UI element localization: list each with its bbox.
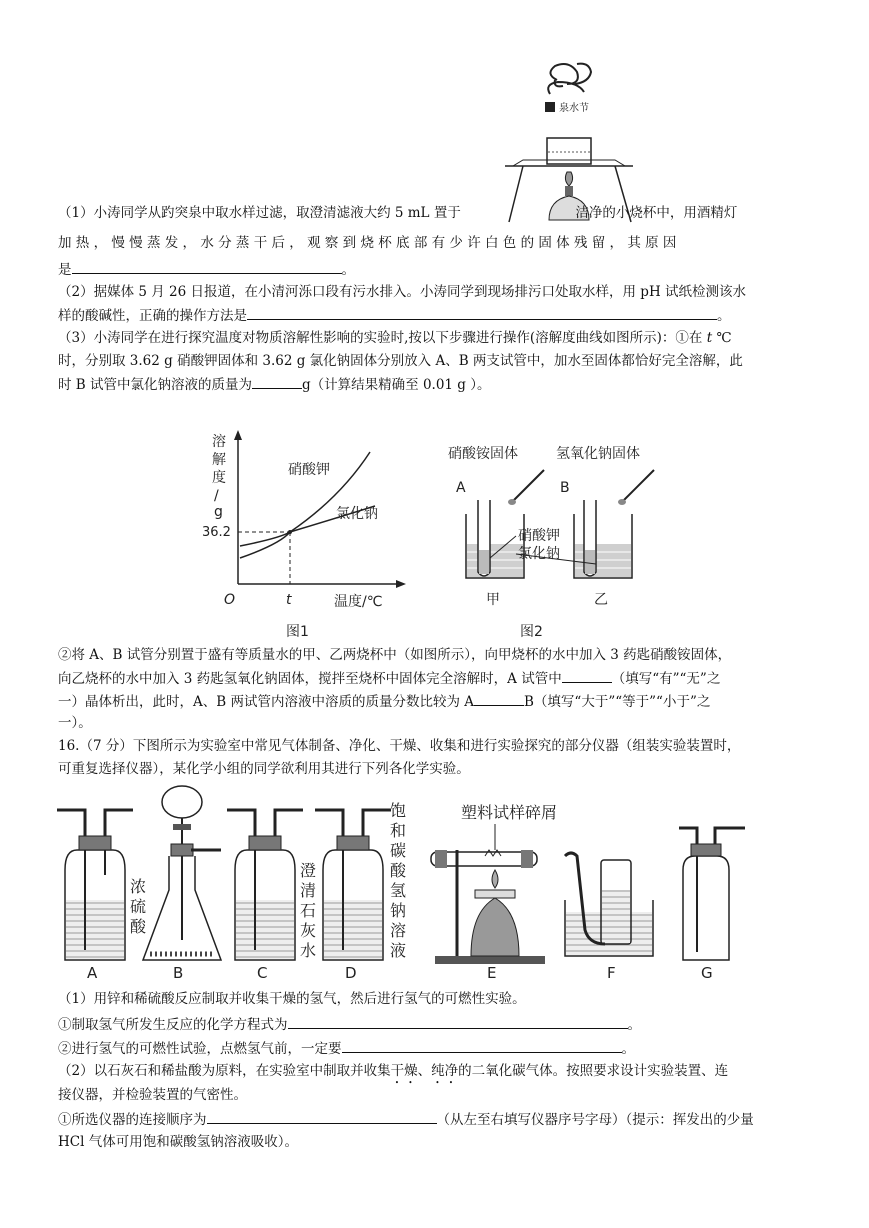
q16-part2-2 — [58, 1133, 829, 1151]
label-d: D — [345, 964, 357, 982]
q15-p3-text-b: 时，分别取 3.62 g 硝酸钾固体和 3.62 g 氯化钠固体分别放入 A、B 两支试管中，加水至固体都恰好完全溶解，此 — [58, 353, 743, 369]
label-limewater: 水 — [300, 941, 317, 960]
apparatus-d-wash-bottle — [315, 801, 407, 982]
q15-part4-line1 — [58, 646, 829, 664]
q16-s1-2-text: ②进行氢气的可燃性试验，点燃氢气前，一定要 — [58, 1041, 342, 1057]
label-limewater: 澄 — [300, 861, 317, 880]
q16-s2-2-text: HCl 气体可用饱和碳酸氢钠溶液吸收）。 — [58, 1134, 298, 1150]
q16-s1-text: （1）用锌和稀硫酸反应制取并收集干燥的氢气，然后进行氢气的可燃性实验。 — [58, 991, 526, 1007]
label-g: G — [701, 964, 713, 982]
q15-p2-text-a: （2）据媒体 5 月 26 日报道，在小清河泺口段有污水排入。小涛同学到现场排污口处取水样，用 pH 试纸检测该水 — [58, 284, 747, 300]
period: 。 — [717, 308, 731, 324]
fig2-tube-b-label: B — [560, 480, 570, 496]
label-a: A — [87, 964, 98, 982]
q15-part4-line4 — [58, 714, 829, 732]
label-nahco3: 酸 — [390, 861, 407, 880]
q15-p3-text-c2: g（计算结果精确至 0.01 g ）。 — [302, 377, 491, 393]
label-nahco3: 氢 — [390, 881, 407, 900]
label-nahco3: 液 — [390, 941, 407, 960]
q15-p3-text-a1: （3）小涛同学在进行探究温度对物质溶解性影响的实验时,按以下步骤进行操作(溶解度曲线如图所示)：①在 — [58, 330, 703, 346]
period: 。 — [621, 1041, 635, 1057]
apparatus-f-water-trough — [565, 853, 653, 982]
answer-blank-2[interactable] — [247, 306, 717, 320]
q16-s2-text-a1: （2）以石灰石和稀盐酸为原料，在实验室中制取并收集 — [58, 1063, 391, 1079]
q15-p4-text-c1: 一）晶体析出，此时，A、B 两试管内溶液中溶质的质量分数比较为 A — [58, 694, 475, 710]
answer-blank-5[interactable] — [474, 692, 524, 706]
label-nahco3: 饱 — [390, 801, 407, 820]
apparatus-g-gas-jar — [679, 828, 745, 982]
answer-blank-3[interactable] — [252, 375, 302, 389]
period: 。 — [341, 262, 355, 278]
label-limewater: 灰 — [300, 921, 317, 940]
q16-s2-text-a2: 的二氧化碳气体。按照要求设计实验装置、连 — [458, 1063, 729, 1079]
fig1-x-tick: t — [286, 592, 292, 608]
q16-intro-line2 — [58, 760, 829, 778]
label-plastic-sample: 塑料试样碎屑 — [461, 803, 558, 822]
apparatus-a-wash-bottle — [57, 810, 147, 982]
q16-s2-1b-text: （从左至右填写仪器序号字母）（提示：挥发出的少量 — [436, 1112, 754, 1128]
fig1-ylabel-char: g — [214, 504, 223, 520]
q16-s2-1-text: ①所选仪器的连接顺序为 — [58, 1112, 207, 1128]
q15-p4-text-a: ②将 A、B 试管分别置于盛有等质量水的甲、乙两烧杯中（如图所示），向甲烧杯的水中加入 3 药匙硝酸铵固体， — [58, 647, 732, 663]
label-e: E — [487, 964, 497, 982]
label-c: C — [257, 964, 268, 982]
q15-p1-text-a: （1）小涛同学从趵突泉中取水样过滤，取澄清滤液大约 5 mL 置于 — [58, 205, 461, 221]
fig1-origin: O — [224, 592, 236, 608]
q15-part1-line1 — [58, 204, 829, 222]
q15-p2-text-b: 样的酸碱性，正确的操作方法是 — [58, 308, 247, 324]
label-conc-sulfuric-acid: 硫 — [130, 897, 147, 916]
fig1-nacl-label: 氯化钠 — [336, 506, 378, 522]
fig2-caption: 图2 — [520, 624, 543, 640]
lamp-logo-text: 泉水节 — [559, 103, 589, 114]
figure-2-beakers — [440, 440, 680, 640]
fig1-xlabel: 温度/℃ — [334, 594, 383, 610]
q15-p3-text-c1: 时 B 试管中氯化钠溶液的质量为 — [58, 377, 253, 393]
variable-t: t — [706, 330, 713, 346]
apparatus-b-flask-funnel — [143, 786, 221, 982]
fig2-nh4no3-label: 硝酸铵固体 — [448, 446, 518, 462]
label-b: B — [173, 964, 184, 982]
fig1-caption: 图1 — [286, 624, 309, 640]
q15-p4-text-b: 向乙烧杯的水中加入 3 药匙氢氧化钠固体，搅拌至烧杯中固体完全溶解时，A 试管中 — [58, 671, 562, 687]
q16-part2-1 — [58, 1110, 829, 1129]
q16-s2-emphasis-text: 干燥、纯净 — [390, 1063, 459, 1079]
label-nahco3: 溶 — [390, 921, 407, 940]
apparatus-c-wash-bottle — [227, 810, 316, 982]
answer-blank-7[interactable] — [342, 1039, 622, 1053]
fig2-naoh-label: 氢氧化钠固体 — [556, 446, 640, 462]
answer-blank-1[interactable] — [72, 260, 342, 274]
q15-part1-line2 — [58, 234, 829, 252]
q15-p4-text-d: 一）。 — [58, 715, 92, 731]
label-conc-sulfuric-acid: 浓 — [130, 877, 147, 896]
q16-intro-b: 可重复选择仪器），某化学小组的同学欲利用其进行下列各化学实验。 — [58, 761, 470, 777]
q16-part1-2 — [58, 1039, 829, 1058]
q16-intro-a: 16.（7 分）下图所示为实验室中常见气体制备、净化、干燥、收集和进行实验探究的部分仪器（组装实验装置时， — [58, 738, 741, 754]
q16-part2-line2 — [58, 1086, 829, 1104]
q15-p4-text-c2: B（填写“大于”“等于”“小于”之 — [524, 694, 711, 710]
label-nahco3: 和 — [390, 821, 407, 840]
fig2-kno3-label: 硝酸钾 — [518, 528, 560, 544]
fig1-kno3-label: 硝酸钾 — [288, 462, 330, 478]
figure-1-solubility-graph — [200, 428, 410, 643]
label-limewater: 清 — [300, 881, 317, 900]
q15-p1-text-d: 是 — [58, 262, 72, 278]
apparatus-figure — [55, 780, 775, 985]
fig2-tube-a-label: A — [456, 480, 466, 496]
fig2-beaker-jia: 甲 — [486, 592, 500, 608]
fig1-ylabel-char: / — [214, 488, 219, 504]
q15-part3-line1 — [58, 329, 829, 347]
q16-intro-line1 — [58, 737, 829, 755]
q15-p4-text-b2: （填写“有”“无”之 — [611, 671, 721, 687]
q15-p1-text-c: 加 热 ， 慢 慢 蒸 发 ， 水 分 蒸 干 后 ， 观 察 到 烧 杯 底 部 有 少 许 白 色 的 固 体 残 留 ， 其 原 因 — [58, 235, 677, 251]
fig1-y-tick: 36.2 — [202, 525, 231, 540]
q15-part1-line3 — [58, 260, 829, 279]
answer-blank-8[interactable] — [207, 1110, 437, 1124]
celsius: ℃ — [716, 330, 732, 346]
alcohol-lamp-beaker-image — [505, 60, 635, 225]
label-nahco3: 钠 — [390, 901, 407, 920]
apparatus-e-combustion-tube — [431, 803, 557, 982]
label-nahco3: 碳 — [390, 841, 407, 860]
label-f: F — [607, 964, 616, 982]
q15-part2-line2 — [58, 306, 829, 325]
q16-part1-1 — [58, 1015, 829, 1034]
label-conc-sulfuric-acid: 酸 — [130, 917, 147, 936]
label-limewater: 石 — [300, 901, 317, 920]
fig1-ylabel-char: 度 — [212, 470, 226, 486]
q15-part3-line3 — [58, 375, 829, 394]
q15-part4-line2 — [58, 669, 829, 688]
q15-p1-text-b: 洁净的小烧杯中，用酒精灯 — [575, 205, 738, 221]
q16-part2-line1 — [58, 1062, 829, 1087]
answer-blank-6[interactable] — [288, 1015, 628, 1029]
answer-blank-4[interactable] — [562, 669, 612, 683]
q15-part3-line2 — [58, 352, 829, 370]
q16-s1-1-text: ①制取氢气所发生反应的化学方程式为 — [58, 1017, 288, 1033]
fig2-beaker-yi: 乙 — [594, 592, 608, 608]
fig2-nacl-label: 氯化钠 — [518, 546, 560, 562]
period: 。 — [627, 1017, 641, 1033]
q16-part1 — [58, 990, 829, 1008]
q15-part2-line1 — [58, 283, 829, 301]
q15-part4-line3 — [58, 692, 829, 711]
fig1-ylabel-char: 溶 — [212, 434, 226, 450]
q16-s2-text-b: 接仪器，并检验装置的气密性。 — [58, 1087, 247, 1103]
fig1-ylabel-char: 解 — [212, 452, 226, 468]
